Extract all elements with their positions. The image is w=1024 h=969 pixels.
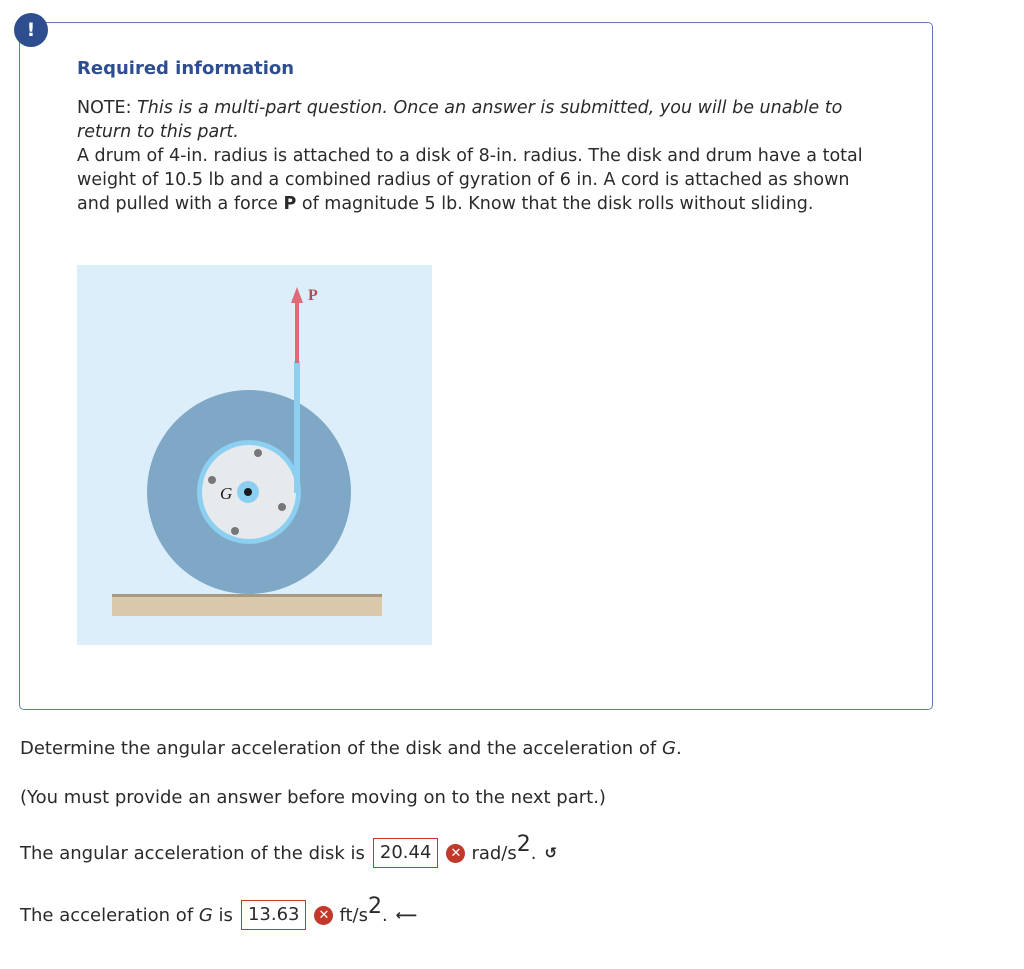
alert-icon: ! [14, 13, 48, 47]
angular-unit-base: rad/s [471, 842, 517, 864]
ground [112, 594, 382, 616]
linear-label-text: The acceleration of [20, 904, 199, 926]
question-prompt-end: . [675, 738, 682, 759]
problem-statement [77, 96, 877, 216]
disk-figure [77, 265, 432, 645]
linear-label-var: G [198, 904, 213, 926]
linear-acceleration-label [20, 905, 233, 926]
bolt-icon [208, 476, 216, 484]
bolt-icon [278, 503, 286, 511]
center-g-dot [244, 488, 252, 496]
problem-text-end: of magnitude 5 lb. Know that the disk rolls without sliding. [296, 194, 814, 214]
question-prompt [20, 737, 682, 761]
force-arrow-head [291, 287, 303, 303]
linear-acceleration-unit [339, 893, 388, 926]
angular-unit-end: . [530, 842, 537, 864]
linear-acceleration-row [20, 893, 418, 930]
problem-paragraph [77, 144, 877, 216]
angular-acceleration-row [20, 831, 558, 868]
bolt-icon [254, 449, 262, 457]
ground-top-edge [112, 594, 382, 597]
linear-unit-base: ft/s [339, 904, 368, 926]
linear-unit-exp: 2 [368, 893, 382, 919]
counterclockwise-icon: ↺ [544, 844, 558, 862]
problem-text: A drum of 4-in. radius is attached to a disk of 8-in. radius. The disk and drum have a total weight of 10.5 lb and a combined radius of gyration of 6 in. A cord is attached as shown and pulled with a force [77, 146, 863, 214]
question-prompt-text: Determine the angular acceleration of the disk and the acceleration of [20, 738, 662, 759]
linear-unit-end: . [382, 904, 388, 926]
incorrect-icon: ✕ [314, 906, 333, 925]
angular-acceleration-unit [471, 831, 537, 864]
problem-force-symbol: P [283, 194, 297, 214]
left-arrow-icon: ⟵ [395, 906, 418, 924]
linear-label-end: is [212, 904, 233, 926]
incorrect-icon: ✕ [446, 844, 465, 863]
note-label: NOTE: [77, 98, 138, 118]
note-text: This is a multi-part question. Once an answer is submitted, you will be unable to return to this part. [77, 98, 843, 142]
angular-unit-exp: 2 [516, 831, 531, 857]
note-paragraph [77, 96, 877, 144]
question-requirement: (You must provide an answer before moving on to the next part.) [20, 787, 606, 808]
force-arrow-shaft [295, 301, 299, 363]
info-title: Required information [77, 58, 295, 79]
center-label: G [220, 484, 233, 503]
cord [294, 361, 300, 493]
linear-acceleration-input[interactable]: 13.63 [241, 900, 307, 930]
angular-acceleration-label: The angular acceleration of the disk is [20, 842, 365, 864]
angular-acceleration-input[interactable]: 20.44 [373, 838, 439, 868]
bolt-icon [231, 527, 239, 535]
question-prompt-var: G [662, 738, 676, 759]
disk-diagram [77, 265, 432, 645]
force-label: P [308, 287, 318, 304]
